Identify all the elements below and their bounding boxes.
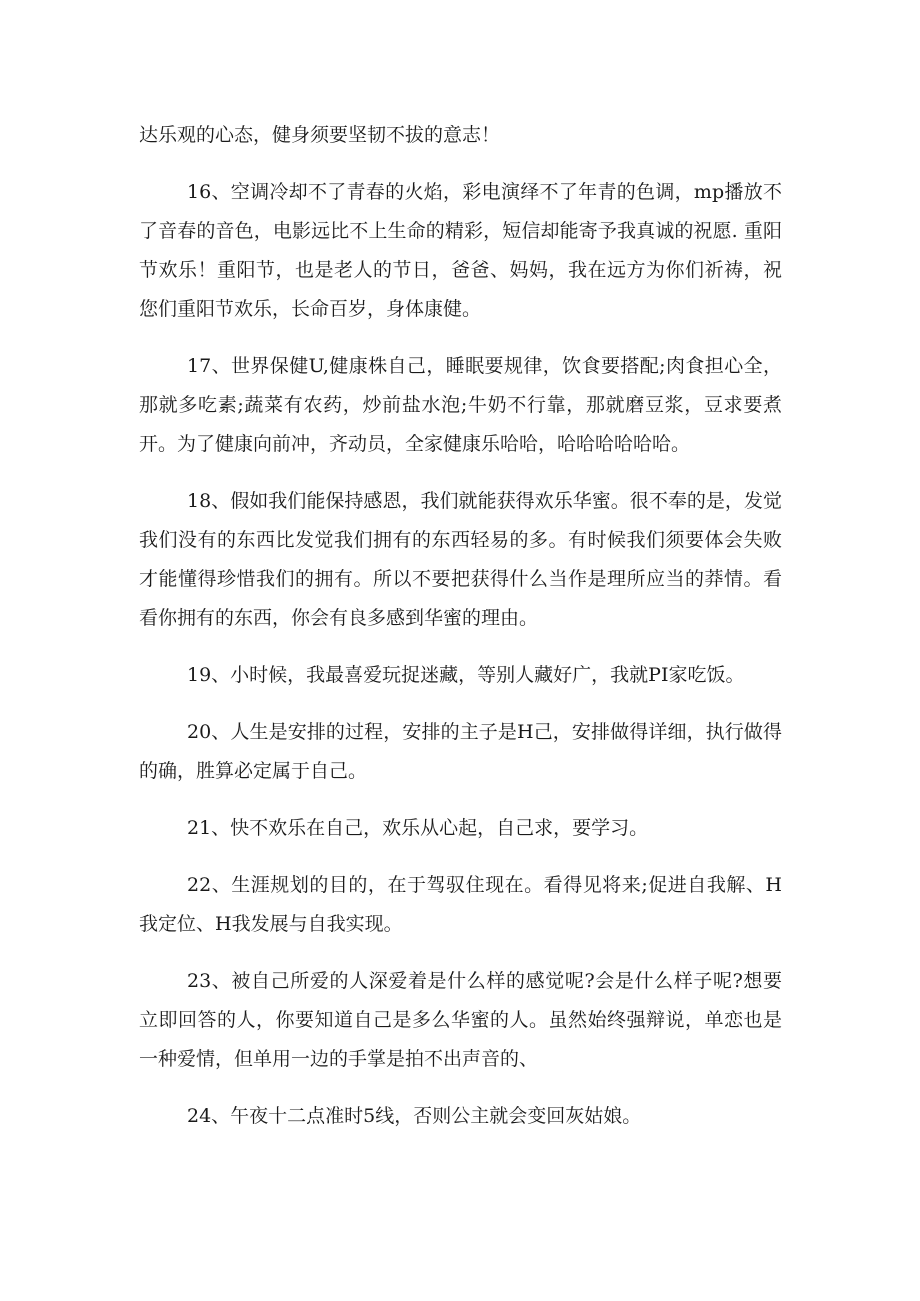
paragraph-18: 18、假如我们能保持感恩，我们就能获得欢乐华蜜。很不奉的是，发觉我们没有的东西比发觉我们拥有的东西轻易的多。有时候我们须要体会失败才能懂得珍惜我们的拥有。所以不要把获得什么当作是理所应当的莽情。看看你拥有的东西，你会有良多感到华蜜的理由。 [139,490,782,629]
paragraph-23: 23、被自己所爱的人深爱着是什么样的感觉呢?会是什么样子呢?想要立即回答的人，你要知道自己是多么华蜜的人。虽然始终强辩说，单恋也是一种爱情，但单用一边的手掌是拍不出声音的、 [139,970,782,1070]
paragraph-20: 20、人生是安排的过程，安排的主子是H己，安排做得详细，执行做得的确，胜算必定属于自己。 [139,721,782,782]
paragraph-19: 19、小时候，我最喜爱玩捉迷藏，等别人藏好广，我就PI家吃饭。 [187,664,745,686]
paragraph-continuation: 达乐观的心态，健身须要坚韧不拔的意志！ [139,124,501,146]
paragraph-17: 17、世界保健U,健康株自己，睡眠要规律，饮食要搭配;肉食担心全，那就多吃素;蔬菜有农药，炒前盐水泡;牛奶不行靠，那就磨豆浆，豆求要煮开。为了健康向前冲，齐动员，全家健康乐哈哈，哈哈哈哈哈哈。 [139,355,782,455]
paragraph-21: 21、快不欢乐在自己，欢乐从心起，自己求，要学习。 [187,817,649,839]
paragraph-24: 24、午夜十二点准时5线，否则公主就会变回灰姑娘。 [187,1105,642,1127]
paragraph-22: 22、生涯规划的目的，在于驾驭住现在。看得见将来;促进自我解、H我定位、H我发展与自我实现。 [139,874,782,935]
paragraph-16: 16、空调冷却不了青春的火焰，彩电演绎不了年青的色调，mp播放不了音春的音色，电影远比不上生命的精彩，短信却能寄予我真诚的祝愿. 重阳节欢乐！重阳节，也是老人的节日，爸爸、妈妈，我在远方为你们祈祷，祝您们重阳节欢乐，长命百岁，身体康健。 [139,181,782,320]
document-body [139,116,782,1136]
